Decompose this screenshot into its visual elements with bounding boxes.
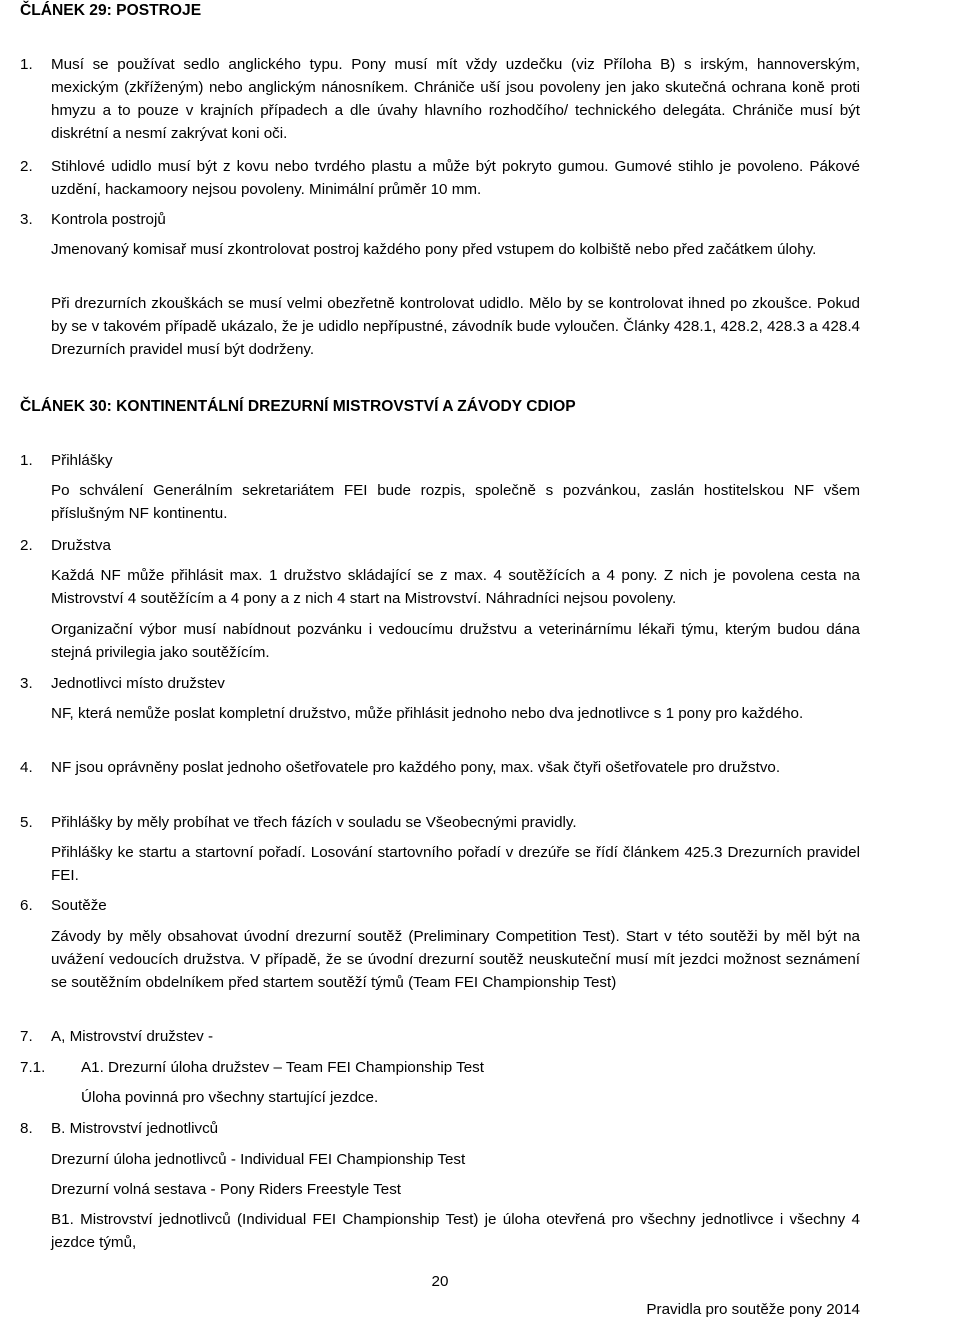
item-number: 2. (20, 537, 33, 554)
article-30-item-5-paragraph-1: Přihlášky ke startu a startovní pořadí. Losování startovního pořadí v drezúře se řídí článkem 425.3 Drezurních pravidel FEI. (51, 844, 860, 884)
article-30-item-4-text: NF jsou oprávněny poslat jednoho ošetřovatele pro každého pony, max. však čtyři ošetřovatele pro družstvo. (51, 759, 781, 776)
article-30-item-1-title: Přihlášky (51, 452, 113, 469)
article-30-item-7-text: A, Mistrovství družstev - (51, 1028, 214, 1045)
article-30-item-2-paragraph-1: Každá NF může přihlásit max. 1 družstvo skládající se z max. 4 soutěžících a 4 pony. Z nich je povolena cesta na Mistrovství 4 soutěžícím a 4 pony a z nich 4 start na Mistrovství. Náhradníci nejsou povoleny. (51, 567, 860, 607)
item-number: 5. (20, 814, 33, 831)
article-30-item-6-paragraph-1: Závody by měly obsahovat úvodní drezurní soutěž (Preliminary Competition Test). Start v této soutěži by měl být na uvážení vedoucích družstva. V případě, že se úvodní drezurní soutěž neuskuteční musí mít jezdci možnost seznámení se soutěžním obdelníkem před startem soutěží týmů (Team FEI Championship Test) (51, 928, 860, 991)
article-30-item-2-title: Družstva (51, 537, 111, 554)
item-number: 7.1. (20, 1059, 46, 1076)
article-29-item-3-paragraph-2: Při drezurních zkouškách se musí velmi obezřetně kontrolovat udidlo. Mělo by se kontrolovat ihned po zkoušce. Pokud by se v takovém případě ukázalo, že je udidlo nepřípustné, závodník bude vyloučen. Články 428.1, 428.2, 428.3 a 428.4 Drezurních pravidel musí být dodrženy. (51, 295, 860, 358)
page-number: 20 (431, 1273, 449, 1290)
article-29-item-1-text: Musí se používat sedlo anglického typu. Pony musí mít vždy uzdečku (viz Příloha B) s irským, hannoverským, mexickým (zkříženým) nebo anglickým nánosníkem. Chrániče uší jsou povoleny jen jako skutečná ochrana koně proti hmyzu a to pouze v krajních případech a dle úvahy hlavního rozhodčího/ technického delegáta. Chrániče musí být diskrétní a nesmí zakrývat koni oči. (51, 56, 860, 142)
article-30-item-8-paragraph-3: B1. Mistrovství jednotlivců (Individual FEI Championship Test) je úloha otevřená pro všechny jednotlivce i všechny 4 jezdce týmů, (51, 1211, 860, 1251)
article-29-item-3-title: Kontrola postrojů (51, 211, 166, 228)
article-30-item-2-paragraph-2: Organizační výbor musí nabídnout pozvánku i vedoucímu družstvu a veterinárnímu lékaři týmu, kterým budou dána stejná privilegia jako soutěžícím. (51, 621, 860, 661)
item-number: 6. (20, 897, 33, 914)
article-29-heading: ČLÁNEK 29: POSTROJE (20, 2, 202, 19)
article-30-item-7-1-title: A1. Drezurní úloha družstev – Team FEI Championship Test (81, 1059, 484, 1076)
article-29-item-2-text: Stihlové udidlo musí být z kovu nebo tvrdého plastu a může být pokryto gumou. Gumové stihlo je povoleno. Pákové uzdění, hackamoory nejsou povoleny. Minimální průměr 10 mm. (51, 158, 860, 198)
article-30-item-8-title: B. Mistrovství jednotlivců (51, 1120, 219, 1137)
item-number: 3. (20, 211, 33, 228)
article-30-item-1-paragraph-1: Po schválení Generálním sekretariátem FEI bude rozpis, společně s pozvánkou, zaslán hostitelskou NF všem příslušným NF kontinentu. (51, 482, 860, 522)
article-30-item-3-title: Jednotlivci místo družstev (51, 675, 225, 692)
item-number: 8. (20, 1120, 33, 1137)
article-30-item-6-title: Soutěže (51, 897, 107, 914)
article-30-item-3-paragraph-1: NF, která nemůže poslat kompletní družstvo, může přihlásit jednoho nebo dva jednotlivce s 1 pony pro každého. (51, 705, 804, 722)
item-number: 4. (20, 759, 33, 776)
document-title-footer: Pravidla pro soutěže pony 2014 (646, 1301, 860, 1318)
item-number: 2. (20, 158, 33, 175)
item-number: 1. (20, 452, 33, 469)
item-number: 3. (20, 675, 33, 692)
article-30-item-8-paragraph-1: Drezurní úloha jednotlivců - Individual FEI Championship Test (51, 1151, 466, 1168)
article-30-item-8-paragraph-2: Drezurní volná sestava - Pony Riders Freestyle Test (51, 1181, 402, 1198)
item-number: 7. (20, 1028, 33, 1045)
article-30-heading: ČLÁNEK 30: KONTINENTÁLNÍ DREZURNÍ MISTROVSTVÍ A ZÁVODY CDIOP (20, 398, 576, 415)
article-29-item-3-paragraph-1: Jmenovaný komisař musí zkontrolovat postroj každého pony před vstupem do kolbiště nebo před začátkem úlohy. (51, 241, 817, 258)
article-30-item-5-title: Přihlášky by měly probíhat ve třech fázích v souladu se Všeobecnými pravidly. (51, 814, 577, 831)
article-30-item-7-1-paragraph-1: Úloha povinná pro všechny startující jezdce. (81, 1089, 379, 1106)
item-number: 1. (20, 56, 33, 73)
